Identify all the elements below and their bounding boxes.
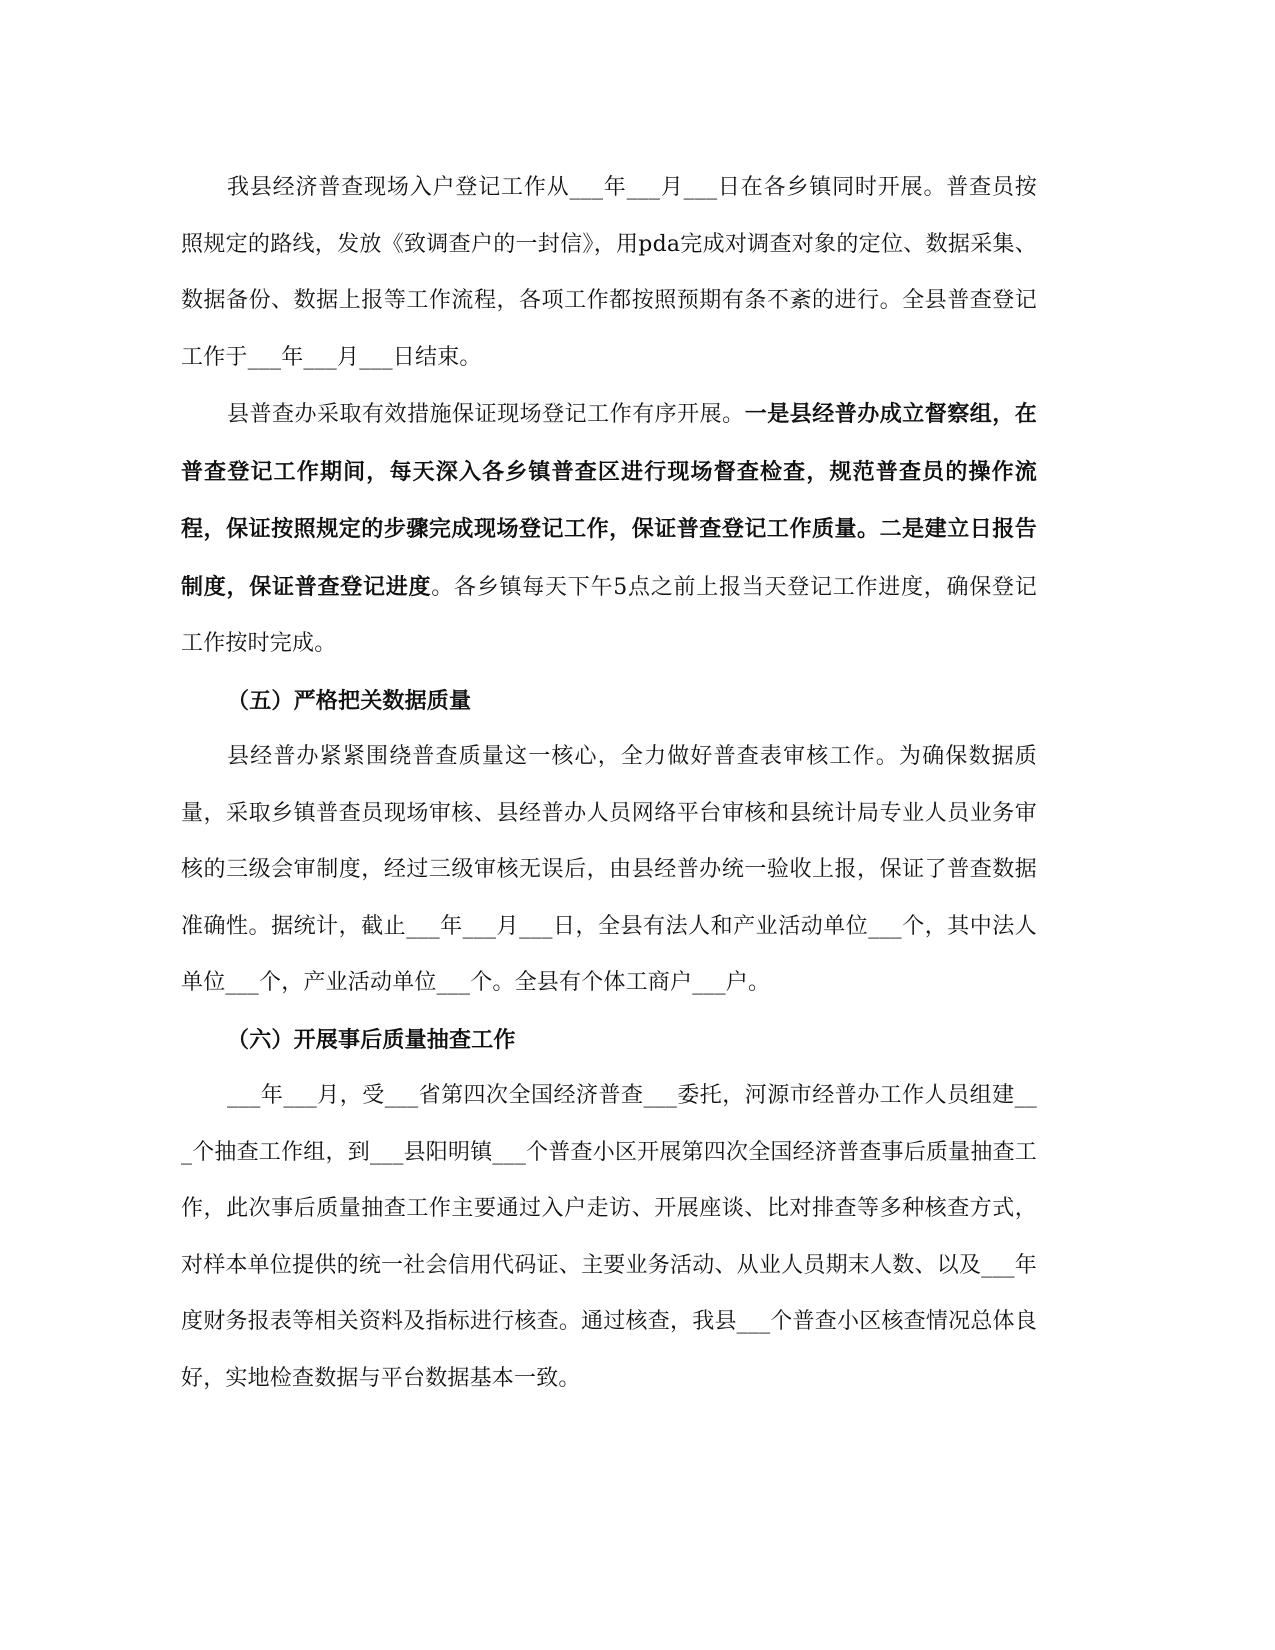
section-heading-five: （五）严格把关数据质量 — [227, 687, 472, 714]
document-body — [181, 160, 1037, 1407]
measures-bold: 一是县经普办成立督察组，在普查登记工作期间，每天深入各乡镇普查区进行现场督查检查，规范普查员的操作流程，保证按照规定的步骤完成现场登记工作，保证普查登记工作质量。二是建立日报告制度，保证普查登记进度 — [181, 401, 1037, 600]
measures-tail: 。各乡镇每天下午5点之前上报当天登记工作进度，确保登记工作按时完成。 — [181, 574, 1037, 656]
paragraph-registration: 我县经济普查现场入户登记工作从___年___月___日在各乡镇同时开展。普查员按照规定的路线，发放《致调查户的一封信》，用pda完成对调查对象的定位、数据采集、数据备份、数据上报等工作流程，各项工作都按照预期有条不紊的进行。全县普查登记工作于___年___月___日结束。 — [181, 175, 1037, 370]
paragraph-data-quality: 县经普办紧紧围绕普查质量这一核心，全力做好普查表审核工作。为确保数据质量，采取乡镇普查员现场审核、县经普办人员网络平台审核和县统计局专业人员业务审核的三级会审制度，经过三级审核无误后，由县经普办统一验收上报，保证了普查数据准确性。据统计，截止___年___月___日，全县有法人和产业活动单位___个，其中法人单位___个，产业活动单位___个。全县有个体工商户___户。 — [181, 744, 1037, 995]
section-heading-six: （六）开展事后质量抽查工作 — [227, 1026, 516, 1053]
paragraph-measures — [181, 386, 1037, 673]
paragraph-spot-check: ___年___月，受___省第四次全国经济普查___委托，河源市经普办工作人员组建___个抽查工作组，到___县阳明镇___个普查小区开展第四次全国经济普查事后质量抽查工作，此次事后质量抽查工作主要通过入户走访、开展座谈、比对排查等多种核查方式，对样本单位提供的统一社会信用代码证、主要业务活动、从业人员期末人数、以及___年度财务报表等相关资料及指标进行核查。通过核查，我县___个普查小区核查情况总体良好，实地检查数据与平台数据基本一致。 — [181, 1083, 1037, 1391]
measures-lead: 县普查办采取有效措施保证现场登记工作有序开展。 — [227, 402, 745, 427]
